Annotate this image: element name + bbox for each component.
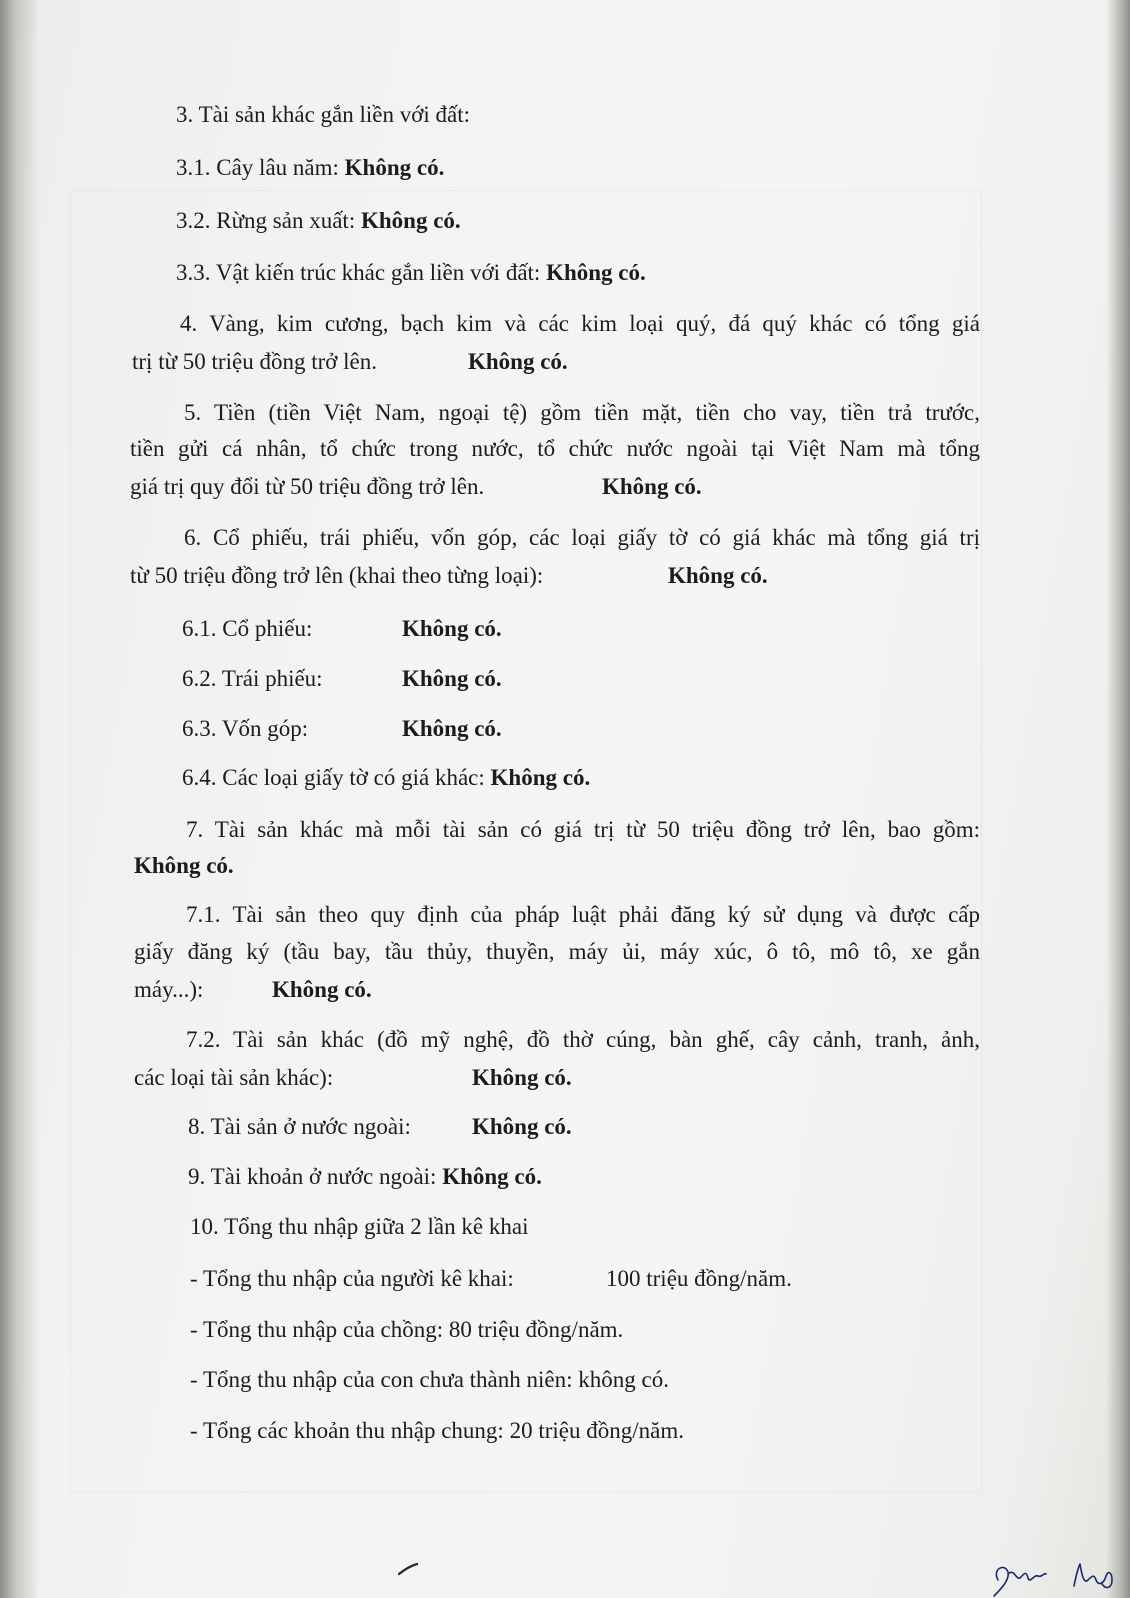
pen-stroke-icon [398,1562,418,1576]
section-10-d: - Tổng các khoản thu nhập chung: 20 triệu đồng/năm. [190,1418,684,1443]
section-6-line-1: 6. Cổ phiếu, trái phiếu, vốn góp, các loại giấy tờ có giá khác mà tổng giá trị [184,525,980,550]
section-7-1-line-2: giấy đăng ký (tầu bay, tầu thủy, thuyền, máy ủi, máy xúc, ô tô, mô tô, xe gắn [134,939,980,964]
page-edge [1106,0,1130,1598]
section-6-1-label: 6.1. Cổ phiếu: [182,616,313,641]
section-3-3: 3.3. Vật kiến trúc khác gắn liền với đất: Không có. [176,260,646,285]
section-6-line-2: từ 50 triệu đồng trở lên (khai theo từng loại): [130,563,544,588]
page-shadow [0,0,40,1598]
section-10-a-value: 100 triệu đồng/năm. [606,1266,792,1291]
section-3-2: 3.2. Rừng sản xuất: Không có. [176,208,461,233]
section-6-value: Không có. [668,563,768,588]
section-6-2-value: Không có. [402,666,502,691]
section-8-value: Không có. [472,1114,572,1139]
section-5-line-3: giá trị quy đổi từ 50 triệu đồng trở lên. [130,474,485,499]
section-10-b: - Tổng thu nhập của chồng: 80 triệu đồng/năm. [190,1317,624,1342]
section-6-3-label: 6.3. Vốn góp: [182,716,309,741]
section-9: 9. Tài khoản ở nước ngoài: Không có. [188,1164,542,1189]
section-6-4: 6.4. Các loại giấy tờ có giá khác: Không có. [182,765,591,790]
section-7-2-line-1: 7.2. Tài sản khác (đồ mỹ nghệ, đồ thờ cúng, bàn ghế, cây cảnh, tranh, ảnh, [186,1027,980,1052]
section-7-line-1: 7. Tài sản khác mà mỗi tài sản có giá trị từ 50 triệu đồng trở lên, bao gồm: [186,817,980,842]
section-6-2-label: 6.2. Trái phiếu: [182,666,323,691]
section-6-3-value: Không có. [402,716,502,741]
section-10-c: - Tổng thu nhập của con chưa thành niên: không có. [190,1367,669,1392]
section-5-value: Không có. [602,474,702,499]
section-7-2-value: Không có. [472,1065,572,1090]
section-5-line-2: tiền gửi cá nhân, tổ chức trong nước, tổ chức nước ngoài tại Việt Nam mà tổng [130,436,980,461]
section-5-line-1: 5. Tiền (tiền Việt Nam, ngoại tệ) gồm tiền mặt, tiền cho vay, tiền trả trước, [184,400,980,425]
section-3-heading: 3. Tài sản khác gắn liền với đất: [176,102,471,127]
section-4-line-2: trị từ 50 triệu đồng trở lên. [132,349,378,374]
section-7-value: Không có. [134,853,234,878]
section-7-1-line-1: 7.1. Tài sản theo quy định của pháp luật phải đăng ký sử dụng và được cấp [186,902,980,927]
handwritten-signature-icon [990,1550,1120,1598]
section-3-1: 3.1. Cây lâu năm: Không có. [176,155,445,180]
section-4-value: Không có. [468,349,568,374]
section-6-1-value: Không có. [402,616,502,641]
section-4-line-1: 4. Vàng, kim cương, bạch kim và các kim loại quý, đá quý khác có tổng giá [180,311,980,336]
section-8-label: 8. Tài sản ở nước ngoài: [188,1114,411,1139]
section-10-heading: 10. Tổng thu nhập giữa 2 lần kê khai [190,1214,529,1239]
section-7-1-line-3: máy...): [134,977,204,1002]
section-7-2-line-2: các loại tài sản khác): [134,1065,334,1090]
section-10-a-label: - Tổng thu nhập của người kê khai: [190,1266,514,1291]
section-7-1-value: Không có. [272,977,372,1002]
